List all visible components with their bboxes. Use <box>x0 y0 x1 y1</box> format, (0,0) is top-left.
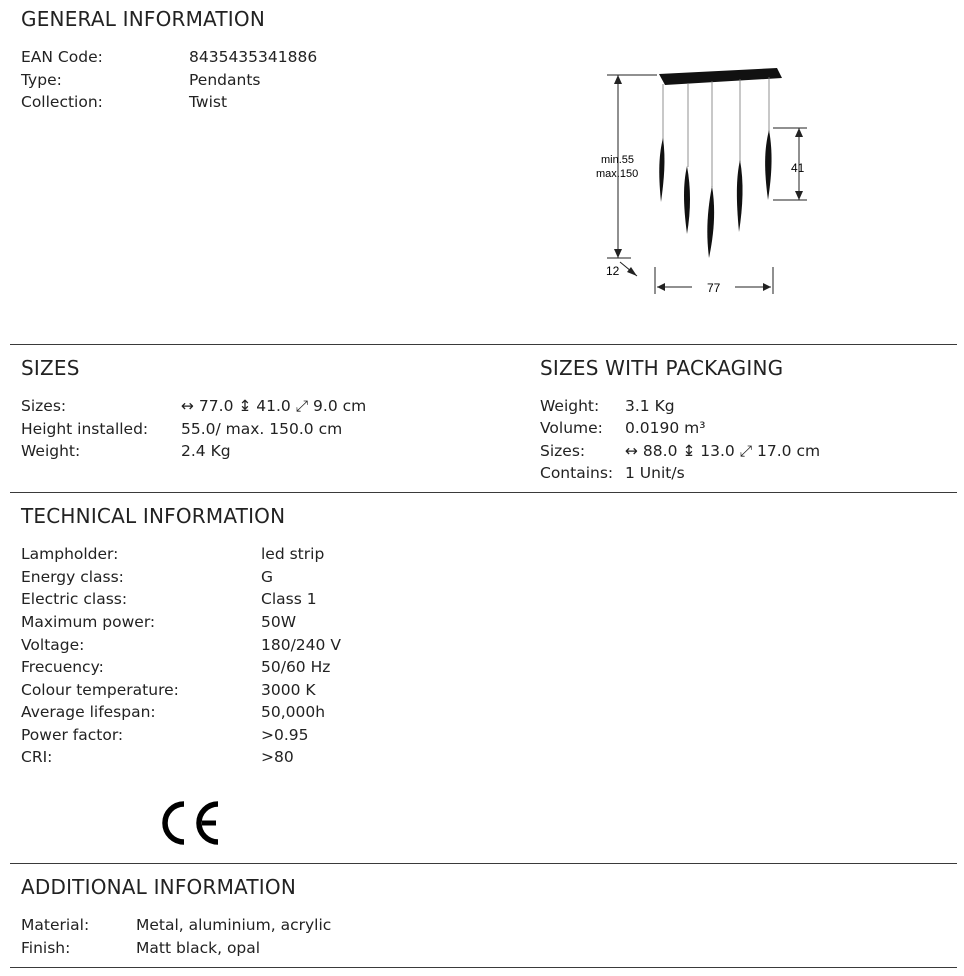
drawing-height-max: max.150 <box>596 168 639 180</box>
drawing-height-min: min.55 <box>601 154 635 166</box>
collection-label: Collection: <box>21 93 103 111</box>
tech-value-energy-class: G <box>261 568 274 586</box>
tech-value-frecuency: 50/60 Hz <box>261 658 331 676</box>
type-label: Type: <box>21 71 62 89</box>
tech-label-energy-class: Energy class: <box>21 568 124 586</box>
divider-4 <box>10 967 957 968</box>
packaging-sizes-label: Sizes: <box>540 442 586 460</box>
tech-value-lampholder: led strip <box>261 545 325 563</box>
tech-value-power-factor: >0.95 <box>261 726 309 744</box>
material-value: Metal, aluminium, acrylic <box>136 916 332 934</box>
product-dimension-drawing <box>585 62 815 302</box>
tech-value-average-lifespan: 50,000h <box>261 703 326 721</box>
tech-value-maximum-power: 50W <box>261 613 297 631</box>
drawing-canopy-height: 12 <box>606 264 620 278</box>
pendant-5 <box>765 130 771 200</box>
tech-label-average-lifespan: Average lifespan: <box>21 703 156 721</box>
collection-value: Twist <box>189 93 228 111</box>
technical-information-section <box>0 493 964 863</box>
ean-code-value: 8435435341886 <box>189 48 318 66</box>
height-installed-value: 55.0/ max. 150.0 cm <box>181 420 343 438</box>
tech-label-colour-temperature: Colour temperature: <box>21 681 179 699</box>
tech-value-electric-class: Class 1 <box>261 590 317 608</box>
pendant-3 <box>707 186 714 258</box>
canopy-bar <box>659 68 782 85</box>
finish-value: Matt black, opal <box>136 939 261 957</box>
packaging-volume-label: Volume: <box>540 419 603 437</box>
sizes-title: SIZES <box>21 356 80 380</box>
tech-label-frecuency: Frecuency: <box>21 658 104 676</box>
packaging-title: SIZES WITH PACKAGING <box>540 356 784 380</box>
sizes-dimensions-label: Sizes: <box>21 397 67 415</box>
packaging-volume-value: 0.0190 m³ <box>625 419 706 437</box>
tech-label-lampholder: Lampholder: <box>21 545 119 563</box>
sizes-dimensions-value: ↔ 77.0 ↨ 41.0 ⤢ 9.0 cm <box>181 397 367 415</box>
tech-value-colour-temperature: 3000 K <box>261 681 316 699</box>
packaging-sizes-value: ↔ 88.0 ↨ 13.0 ⤢ 17.0 cm <box>625 442 821 460</box>
general-information-section <box>0 0 964 340</box>
pendant-2 <box>684 166 690 234</box>
packaging-weight-value: 3.1 Kg <box>625 397 675 415</box>
sizes-weight-value: 2.4 Kg <box>181 442 231 460</box>
tech-label-power-factor: Power factor: <box>21 726 124 744</box>
type-value: Pendants <box>189 71 261 89</box>
tech-label-electric-class: Electric class: <box>21 590 128 608</box>
sizes-weight-label: Weight: <box>21 442 81 460</box>
tech-label-voltage: Voltage: <box>21 636 85 654</box>
tech-label-maximum-power: Maximum power: <box>21 613 156 631</box>
tech-value-cri: >80 <box>261 748 294 766</box>
sizes-section <box>0 345 964 490</box>
packaging-contains-value: 1 Unit/s <box>625 464 685 482</box>
technical-information-title: TECHNICAL INFORMATION <box>21 504 286 528</box>
ce-mark-icon <box>158 799 224 847</box>
drawing-width: 77 <box>707 281 721 295</box>
general-information-title: GENERAL INFORMATION <box>21 7 266 31</box>
packaging-contains-label: Contains: <box>540 464 614 482</box>
packaging-weight-label: Weight: <box>540 397 600 415</box>
tech-label-cri: CRI: <box>21 748 53 766</box>
finish-label: Finish: <box>21 939 71 957</box>
ean-code-label: EAN Code: <box>21 48 103 66</box>
pendant-1 <box>659 138 664 202</box>
height-installed-label: Height installed: <box>21 420 149 438</box>
additional-information-title: ADDITIONAL INFORMATION <box>21 875 296 899</box>
additional-information-section <box>0 864 964 968</box>
tech-value-voltage: 180/240 V <box>261 636 341 654</box>
material-label: Material: <box>21 916 90 934</box>
drawing-drop-length: 41 <box>791 161 805 175</box>
pendant-4 <box>737 160 743 232</box>
